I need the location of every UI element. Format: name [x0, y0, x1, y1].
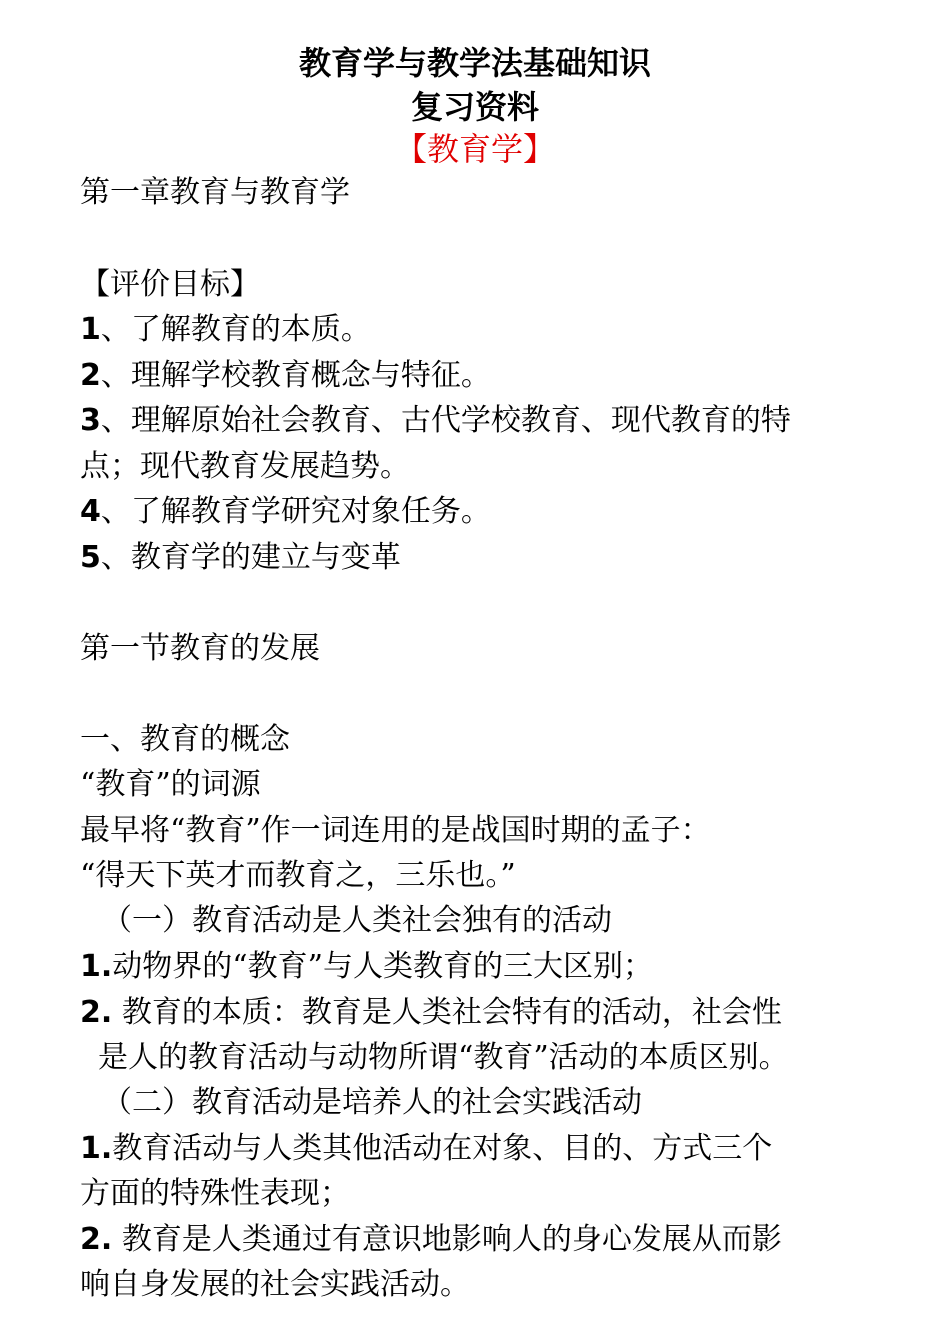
goal-item	[80, 309, 371, 351]
chapter-heading: 第一章教育与教育学	[80, 175, 350, 210]
item-text: 动物界的“教育”与人类教育的三大区别；	[112, 949, 653, 984]
goal-number: 1	[80, 312, 101, 347]
item-text: 教育活动与人类其他活动在对象、目的、方式三个	[112, 1131, 773, 1166]
goal-number: 4	[80, 494, 101, 529]
goal-item	[80, 355, 491, 397]
concept-heading: 一、教育的概念	[80, 722, 290, 757]
section-heading: 第一节教育的发展	[80, 631, 320, 666]
etymology-quote: “得天下英才而教育之，三乐也。”	[80, 858, 516, 893]
goal-text: 、了解教育的本质。	[100, 312, 371, 347]
item-number: 1.	[80, 949, 113, 984]
part2-item	[80, 1128, 772, 1170]
goal-text: 、理解原始社会教育、古代学校教育、现代教育的特	[100, 403, 791, 438]
goal-text: 、理解学校教育概念与特征。	[100, 358, 491, 393]
goal-item-continued	[80, 446, 410, 488]
item-number: 2.	[80, 995, 113, 1030]
item-text: 教育是人类通过有意识地影响人的身心发展从而影	[112, 1222, 782, 1257]
part2-heading: （二）教育活动是培养人的社会实践活动	[102, 1085, 642, 1120]
part2-item	[80, 1219, 782, 1261]
part1-item	[80, 992, 782, 1034]
etymology-text: 最早将“教育”作一词连用的是战国时期的孟子：	[80, 813, 711, 848]
part2-item-continued: 方面的特殊性表现；	[80, 1176, 350, 1211]
doc-title: 教育学与教学法基础知识	[298, 44, 651, 82]
part1-item-continued: 是人的教育活动与动物所谓“教育”活动的本质区别。	[98, 1040, 789, 1075]
goal-number: 5	[80, 540, 101, 575]
goal-text: 、教育学的建立与变革	[100, 540, 401, 575]
goal-item	[80, 400, 791, 442]
goal-text: 、了解教育学研究对象任务。	[100, 494, 491, 529]
doc-subtitle: 复习资料	[410, 88, 539, 126]
item-text: 教育的本质：教育是人类社会特有的活动，社会性	[112, 995, 782, 1030]
part1-item	[80, 946, 653, 988]
etymology-heading: “教育”的词源	[80, 767, 261, 802]
item-number: 1.	[80, 1131, 113, 1166]
goal-text: 点；现代教育发展趋势。	[80, 449, 410, 484]
goal-item	[80, 491, 491, 533]
part2-item-continued: 响自身发展的社会实践活动。	[80, 1267, 470, 1302]
part1-heading: （一）教育活动是人类社会独有的活动	[102, 903, 612, 938]
goal-number: 3	[80, 403, 101, 438]
goal-number: 2	[80, 358, 101, 393]
goal-item	[80, 537, 401, 579]
eval-heading: 【评价目标】	[80, 267, 260, 302]
section-label: 【教育学】	[394, 130, 555, 168]
item-number: 2.	[80, 1222, 113, 1257]
